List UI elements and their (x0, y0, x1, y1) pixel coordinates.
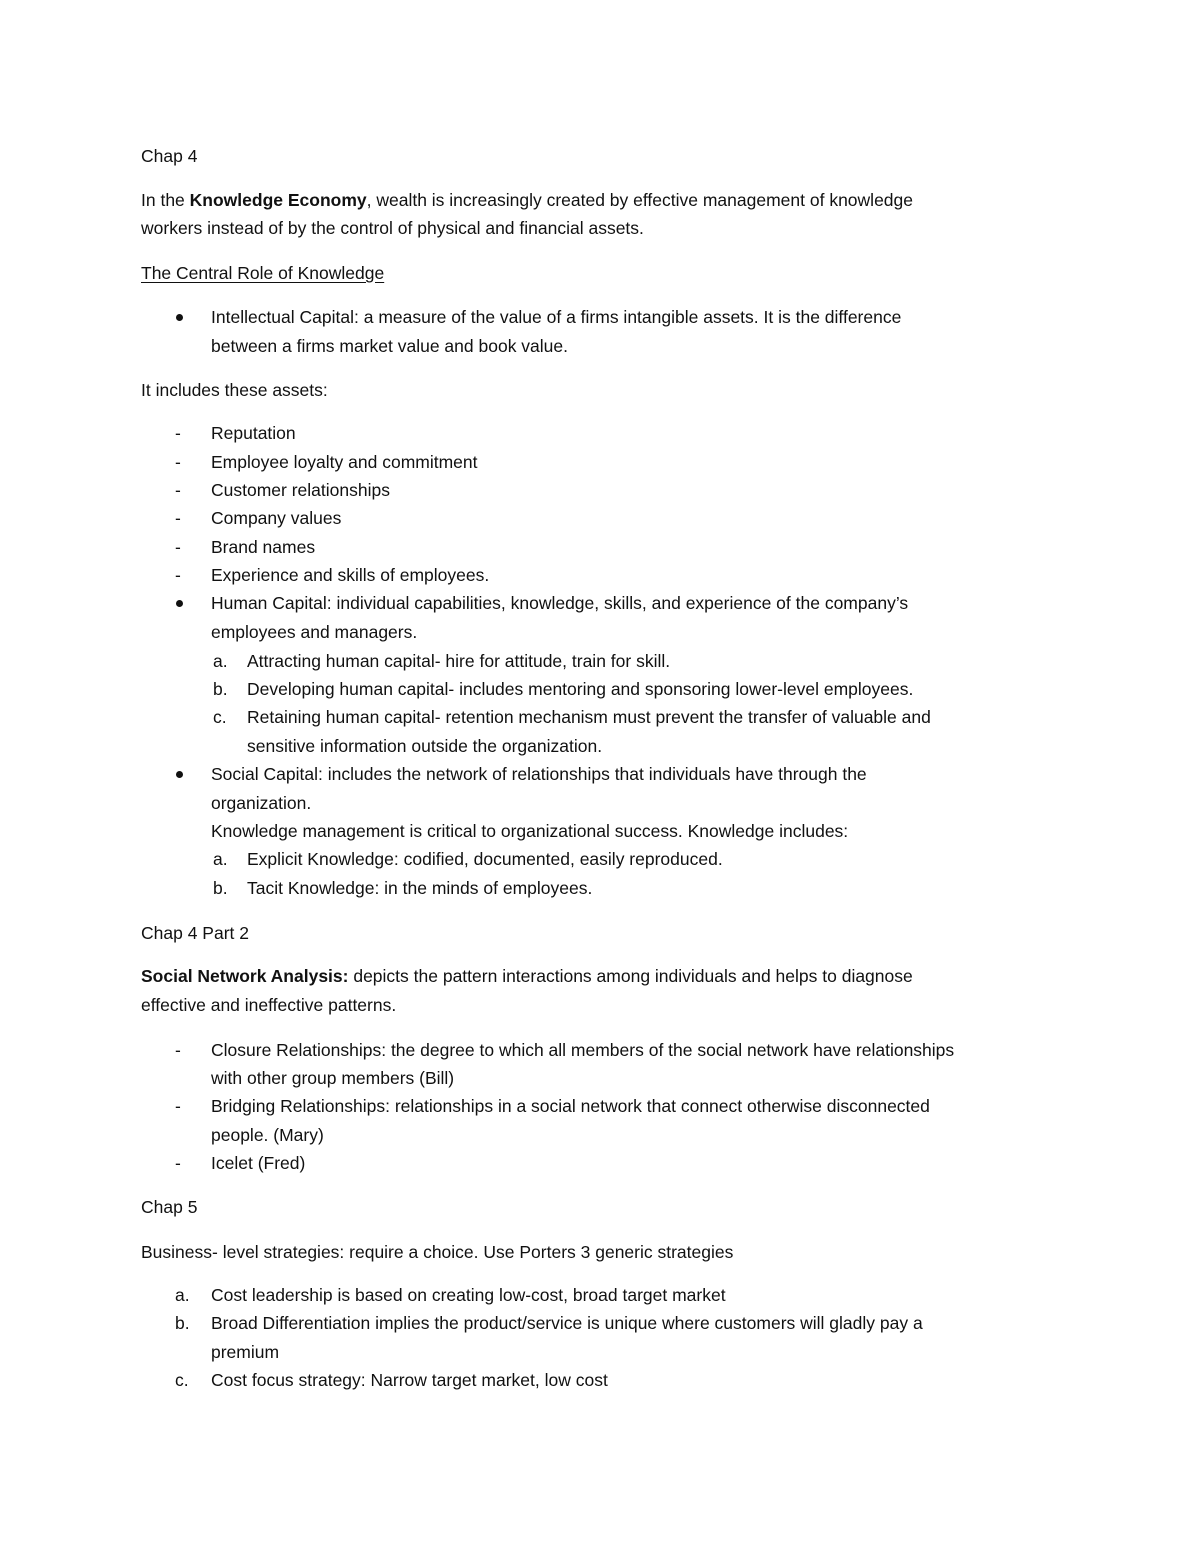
dash-marker: - (175, 1153, 181, 1173)
human-capital-line2: employees and managers. (211, 622, 418, 642)
dash-marker: - (175, 565, 181, 585)
relationship-item-cont: people. (Mary) (211, 1125, 324, 1145)
chap4-intro-line2: workers instead of by the control of physical and financial assets. (141, 218, 644, 238)
list-marker: a. (213, 651, 228, 671)
dash-marker: - (175, 537, 181, 557)
chap4-intro-line1: In the Knowledge Economy, wealth is increasingly created by effective management of knowledge (141, 190, 913, 210)
list-marker: c. (213, 707, 227, 727)
dash-marker: - (175, 480, 181, 500)
social-capital-line1: Social Capital: includes the network of relationships that individuals have through the (211, 764, 867, 784)
section-title-central-role: The Central Role of Knowledge (141, 263, 385, 283)
asset-item: Reputation (211, 423, 296, 443)
asset-item: Company values (211, 508, 342, 528)
human-capital-item: Retaining human capital- retention mechanism must prevent the transfer of valuable and (247, 707, 931, 727)
asset-item: Experience and skills of employees. (211, 565, 490, 585)
knowledge-economy-term: Knowledge Economy (189, 190, 367, 210)
list-marker: b. (213, 679, 228, 699)
strategy-item: Cost leadership is based on creating low-cost, broad target market (211, 1285, 726, 1305)
dash-marker: - (175, 1040, 181, 1060)
human-capital-item-cont: sensitive information outside the organization. (247, 736, 603, 756)
knowledge-item: Tacit Knowledge: in the minds of employees. (247, 878, 593, 898)
human-capital-line1: Human Capital: individual capabilities, knowledge, skills, and experience of the company’s (211, 593, 909, 613)
list-marker: a. (213, 849, 228, 869)
sna-term: Social Network Analysis: (141, 966, 349, 986)
intellectual-capital-line1: Intellectual Capital: a measure of the value of a firms intangible assets. It is the difference (211, 307, 902, 327)
strategy-item: Broad Differentiation implies the product/service is unique where customers will gladly pay a (211, 1313, 923, 1333)
dash-marker: - (175, 1096, 181, 1116)
dash-marker: - (175, 452, 181, 472)
social-capital-line3: Knowledge management is critical to organizational success. Knowledge includes: (211, 821, 849, 841)
chap5-intro: Business- level strategies: require a choice. Use Porters 3 generic strategies (141, 1242, 734, 1262)
assets-intro: It includes these assets: (141, 380, 328, 400)
bullet-icon (176, 314, 183, 321)
chap4-heading: Chap 4 (141, 146, 198, 166)
bullet-icon (176, 600, 183, 607)
list-marker: b. (213, 878, 228, 898)
human-capital-item: Developing human capital- includes mentoring and sponsoring lower-level employees. (247, 679, 914, 699)
relationship-item: Icelet (Fred) (211, 1153, 306, 1173)
list-marker: b. (175, 1313, 190, 1333)
strategy-item: Cost focus strategy: Narrow target market, low cost (211, 1370, 608, 1390)
chap4-part2-heading: Chap 4 Part 2 (141, 923, 249, 943)
relationship-item-cont: with other group members (Bill) (211, 1068, 455, 1088)
dash-marker: - (175, 508, 181, 528)
list-marker: c. (175, 1370, 189, 1390)
bullet-icon (176, 771, 183, 778)
list-marker: a. (175, 1285, 190, 1305)
relationship-item: Bridging Relationships: relationships in a social network that connect otherwise disconnected (211, 1096, 930, 1116)
relationship-item: Closure Relationships: the degree to which all members of the social network have relationships (211, 1040, 955, 1060)
strategy-item-cont: premium (211, 1342, 280, 1362)
knowledge-item: Explicit Knowledge: codified, documented, easily reproduced. (247, 849, 723, 869)
sna-line1: Social Network Analysis: depicts the pattern interactions among individuals and helps to diagnose (141, 966, 913, 986)
asset-item: Customer relationships (211, 480, 390, 500)
asset-item: Employee loyalty and commitment (211, 452, 478, 472)
intellectual-capital-line2: between a firms market value and book value. (211, 336, 568, 356)
sna-line2: effective and ineffective patterns. (141, 995, 397, 1015)
social-capital-line2: organization. (211, 793, 312, 813)
dash-marker: - (175, 423, 181, 443)
human-capital-item: Attracting human capital- hire for attitude, train for skill. (247, 651, 671, 671)
chap5-heading: Chap 5 (141, 1197, 198, 1217)
asset-item: Brand names (211, 537, 316, 557)
